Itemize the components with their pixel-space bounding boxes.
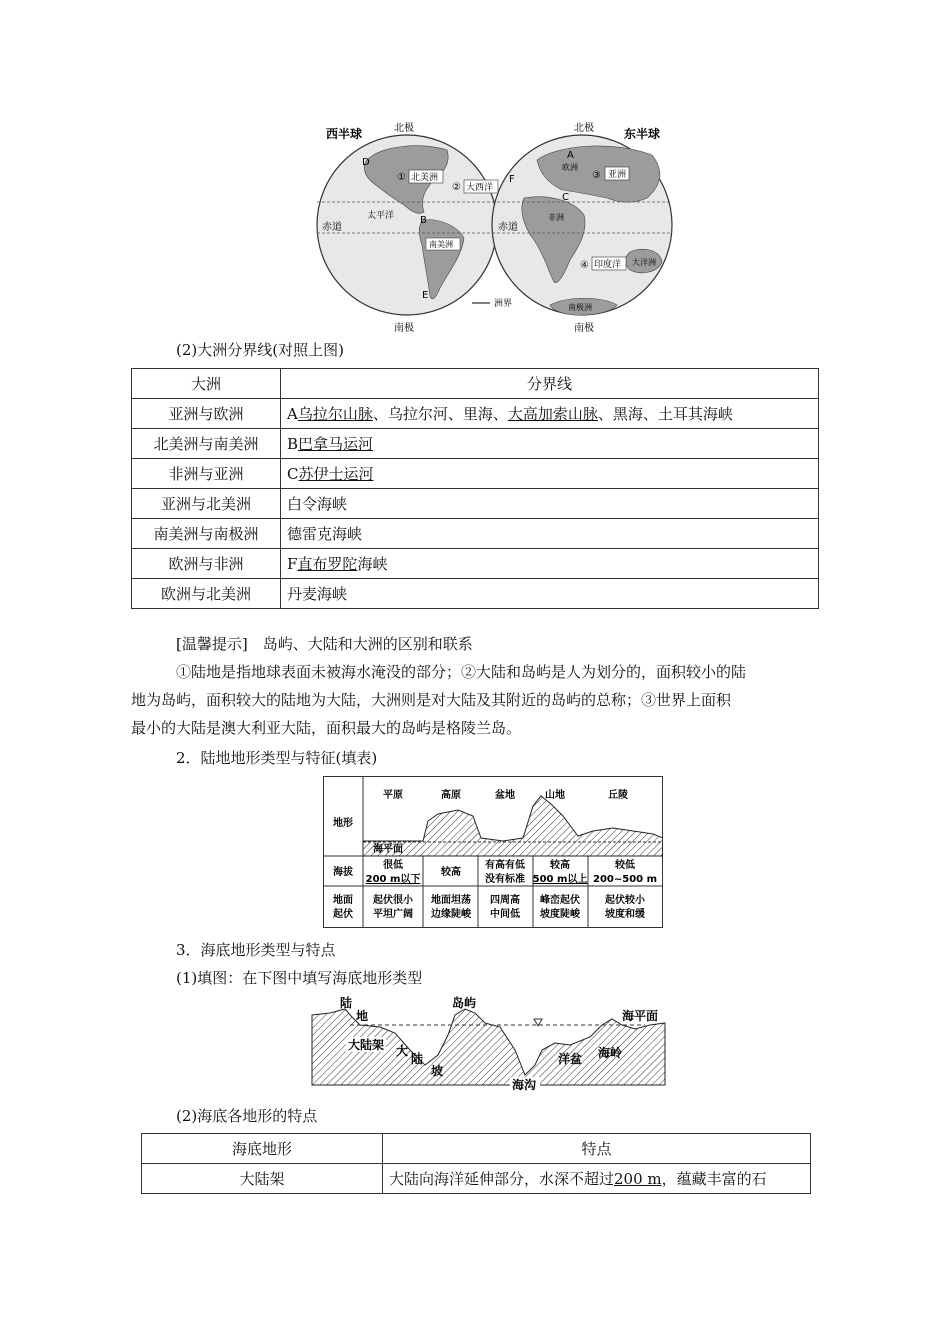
tip-line-1: ①陆地是指地球表面未被海水淹没的部分；②大陆和岛屿是人为划分的，面积较小的陆 [176, 663, 747, 681]
asia-label: 亚洲 [608, 170, 627, 180]
table-row [132, 549, 819, 579]
letter-c: C [562, 192, 569, 203]
header-boundary: 分界线 [281, 369, 819, 399]
header-seafloor: 海底地形 [142, 1134, 383, 1164]
seafloor-subtitle-1: (1)填图：在下图中填写海底地形类型 [176, 969, 423, 987]
section-title-seafloor: 3．海底地形类型与特点 [176, 941, 336, 959]
answer-underline: 大高加索山脉 [507, 405, 598, 423]
relief-b-1: 边缘陡峻 [431, 909, 471, 920]
elev-a-2: 有高有低 [485, 860, 525, 871]
relief-a-4: 起伏较小 [605, 895, 645, 906]
type-basin: 盆地 [495, 790, 515, 801]
elev-a-1: 较高 [441, 867, 461, 878]
row-continent: 欧洲与北美洲 [132, 579, 281, 609]
answer-underline: 200 m [614, 1170, 662, 1188]
europe-label: 欧洲 [562, 163, 578, 172]
atlantic-label: 大西洋 [466, 183, 494, 193]
marker-4: ④ [580, 260, 589, 271]
relief-a-1: 地面坦荡 [431, 895, 471, 906]
type-plateau: 高原 [441, 790, 461, 801]
section-title-boundaries: (2)大洲分界线(对照上图) [176, 341, 344, 359]
row-label-terrain: 地形 [333, 818, 353, 829]
row-continent: 亚洲与欧洲 [132, 399, 281, 429]
indian-ocean-label: 印度洋 [594, 260, 622, 270]
letter-b: B [420, 215, 427, 226]
relief-a-2: 四周高 [490, 895, 520, 906]
relief-b-3: 坡度陡峻 [540, 909, 580, 920]
header-feature: 特点 [383, 1134, 811, 1164]
letter-a: A [567, 150, 574, 161]
land-label-1: 陆 [340, 996, 353, 1010]
row-boundary: B巴拿马运河 [281, 429, 819, 459]
equator-east: 赤道 [498, 222, 518, 233]
seafloor-subtitle-2: (2)海底各地形的特点 [176, 1107, 318, 1125]
row-continent: 北美洲与南美洲 [132, 429, 281, 459]
marker-2: ② [452, 182, 461, 193]
header-continent: 大洲 [132, 369, 281, 399]
answer-underline: 乌拉尔山脉 [297, 405, 373, 423]
answer-underline: 苏伊士运河 [298, 465, 374, 483]
east-title: 东半球 [624, 127, 661, 141]
table-row [132, 519, 819, 549]
row-boundary: F直布罗陀海峡 [281, 549, 819, 579]
row-continent: 南美洲与南极洲 [132, 519, 281, 549]
elev-a-3: 较高 [550, 860, 570, 871]
row-boundary: 丹麦海峡 [281, 579, 819, 609]
north-pole-west: 北极 [394, 123, 414, 134]
row-boundary: 德雷克海峡 [281, 519, 819, 549]
relief-a-0: 起伏很小 [373, 895, 413, 906]
answer-underline: 巴拿马运河 [298, 435, 374, 453]
elev-a-4: 较低 [615, 860, 635, 871]
type-hill: 丘陵 [608, 790, 628, 801]
row-continent: 欧洲与非洲 [132, 549, 281, 579]
basin-label: 洋盆 [558, 1052, 583, 1066]
landform-figure [323, 776, 663, 928]
row-boundary: A乌拉尔山脉、乌拉尔河、里海、大高加索山脉、黑海、土耳其海峡 [281, 399, 819, 429]
relief-a-3: 峰峦起伏 [540, 895, 580, 906]
letter-d: D [362, 157, 370, 168]
table-header-row [132, 369, 819, 399]
equator-west: 赤道 [322, 222, 342, 233]
elev-a-0: 很低 [383, 860, 403, 871]
table-row [132, 429, 819, 459]
tip-line-2: 地为岛屿，面积较大的陆地为大陆，大洲则是对大陆及其附近的岛屿的总称；③世界上面积 [131, 691, 732, 709]
row-continent: 非洲与亚洲 [132, 459, 281, 489]
table-row [132, 489, 819, 519]
south-pole-east: 南极 [574, 323, 594, 334]
letter-f: F [509, 174, 515, 185]
elev-b-3: 500 m以上 [532, 874, 588, 885]
slope-label-2: 陆 [411, 1052, 424, 1066]
continent-boundary-table [131, 368, 819, 609]
table-header-row [142, 1134, 811, 1164]
north-pole-east: 北极 [574, 123, 594, 134]
island-label: 岛屿 [452, 996, 477, 1010]
row-label-relief-b: 起伏 [333, 909, 353, 920]
africa-label: 非洲 [548, 213, 564, 222]
elev-b-4: 200~500 m [592, 874, 658, 885]
west-title: 西半球 [326, 127, 363, 141]
legend-label: 洲界 [494, 299, 513, 309]
south-pole-west: 南极 [394, 323, 414, 334]
elev-b-0: 200 m以下 [365, 874, 421, 885]
tip-heading: [温馨提示] 岛屿、大陆和大洲的区别和联系 [176, 635, 473, 653]
table-row [132, 459, 819, 489]
pacific-label: 太平洋 [367, 211, 395, 221]
row-label-elevation: 海拔 [333, 867, 353, 878]
table-row [132, 399, 819, 429]
sea-level-label: 海平面 [622, 1009, 659, 1023]
sea-level-label: 海平面 [373, 844, 403, 855]
world-hemispheres-map [312, 120, 677, 335]
relief-b-4: 坡度和缓 [605, 909, 645, 920]
relief-b-2: 中间低 [490, 909, 520, 920]
trench-label: 海沟 [512, 1078, 537, 1092]
slope-label-3: 坡 [431, 1064, 444, 1078]
elev-b-2: 没有标准 [485, 874, 525, 885]
shelf-label: 大陆架 [348, 1038, 385, 1052]
tip-line-3: 最小的大陆是澳大利亚大陆，面积最大的岛屿是格陵兰岛。 [131, 719, 522, 737]
answer-underline: 直布罗陀 [297, 555, 358, 573]
seafloor-figure [310, 995, 670, 1095]
marker-3: ③ [592, 170, 601, 181]
ridge-label: 海岭 [598, 1046, 623, 1060]
row-continent: 亚洲与北美洲 [132, 489, 281, 519]
marker-1: ① [397, 172, 406, 183]
south-america-label: 南美洲 [429, 240, 453, 249]
slope-label-1: 大 [396, 1044, 409, 1058]
row-boundary: C苏伊士运河 [281, 459, 819, 489]
relief-b-0: 平坦广阔 [373, 909, 413, 920]
section-title-landforms: 2．陆地地形类型与特征(填表) [176, 749, 378, 767]
row-feature: 大陆向海洋延伸部分，水深不超过200 m，蕴藏丰富的石 [383, 1164, 811, 1194]
north-america-label: 北美洲 [411, 173, 439, 183]
type-plain: 平原 [383, 790, 403, 801]
table-row [132, 579, 819, 609]
antarctica-label: 南极洲 [568, 303, 592, 312]
land-label-2: 地 [356, 1009, 369, 1023]
seafloor-features-table [141, 1133, 811, 1194]
oceania-label: 大洋洲 [632, 258, 656, 267]
row-seafloor-name: 大陆架 [142, 1164, 383, 1194]
table-row [142, 1164, 811, 1194]
type-mountain: 山地 [545, 790, 565, 801]
row-label-relief-a: 地面 [333, 895, 353, 906]
letter-e: E [422, 290, 429, 301]
row-boundary: 白令海峡 [281, 489, 819, 519]
